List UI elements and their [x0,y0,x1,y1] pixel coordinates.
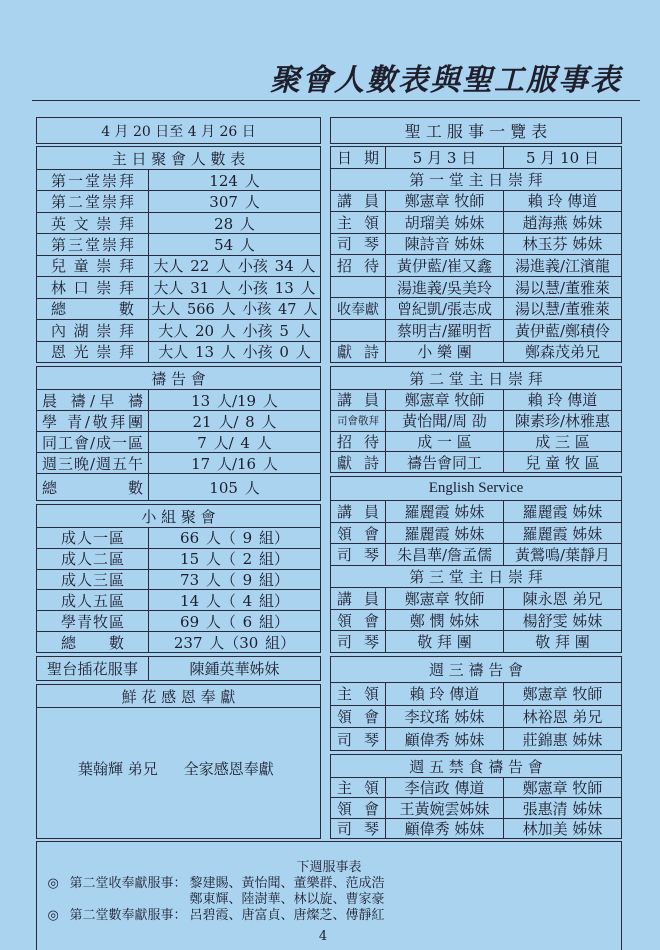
duty-date-1-person: 鄭憲章 牧師 [385,191,503,212]
duty-role: 獻 詩 [337,453,379,472]
row-value: 大人 13 人 小孩 0 人 [148,342,320,362]
row-label: 第二堂崇拜 [51,193,134,212]
row-value: 大人 566 人 小孩 47 人 [148,299,320,319]
duty-role: 司 琴 [337,819,379,838]
sunday-attendance-row [37,212,320,233]
sunday-attendance-row [37,169,320,190]
duty-date-1-person: 胡瑠美 姊妹 [385,212,503,233]
prayer-meeting-heading: 禱 告 會 [151,369,206,388]
row-value: 17 人/16 人 [148,453,320,473]
duty-date-1-person: 朱昌華/詹孟儒 [385,544,503,565]
third-service-duty-row [331,630,621,652]
duty-date-2-person: 林裕恩 弟兄 [503,706,621,728]
prayer-meeting-row [37,473,320,500]
duty-date-1-person: 鄭憲章 牧師 [385,588,503,609]
small-group-table [36,504,321,653]
duty-role: 主 領 [337,779,379,798]
duty-date-1-person: 羅麗霞 姊妹 [385,501,503,522]
row-label: 林 口 崇 拜 [51,278,134,297]
page-number: 4 [318,929,328,944]
second-service-duty-row [331,451,621,472]
row-label: 兒 童 崇 拜 [51,257,134,276]
prayer-meeting-row [37,452,320,473]
duty-roster-title-box [330,117,622,144]
duty-role: 主 領 [337,685,379,704]
attendance-date-range-box [36,117,321,144]
english-service-duty-row [331,543,621,565]
duty-date-2-person: 黃鶯鳴/葉靜月 [503,544,621,565]
english-and-third-service-duty-table [330,476,622,653]
next-week-item-names [190,876,622,908]
prayer-meeting-row [37,410,320,431]
duty-date-2-person: 林加美 姊妹 [503,819,621,838]
next-week-item-label: 第二堂數奉獻服事： [69,907,187,923]
friday-fasting-prayer-heading: 週 五 禁 食 禱 告 會 [409,757,543,776]
row-value: 105 人 [148,474,320,500]
first-service-duty-row [331,297,621,319]
duty-date-2-person: 鄭憲章 牧師 [503,778,621,797]
duty-date-2-person: 湯以慧/董雅萊 [503,277,621,298]
second-service-duty-row [331,431,621,452]
flower-offering-heading: 鮮 花 感 恩 奉 獻 [121,687,236,706]
first-service-duty-table [330,146,622,363]
altar-flowers-label: 聖台插花服事 [47,660,138,678]
row-value: 大人 31 人 小孩 13 人 [148,277,320,297]
friday-fasting-prayer-duty-table [330,754,622,839]
third-service-duty-row [331,587,621,609]
duty-role: 司 琴 [337,546,379,565]
bullet-mark: ◎ [47,907,59,923]
duty-role: 講 員 [337,589,379,608]
row-label: 週三晚/週五午 [42,454,143,473]
row-label: 第一堂崇拜 [51,171,134,190]
row-label: 成人二區 [61,550,124,569]
duty-date-2-person: 賴 玲 傳道 [503,390,621,410]
duty-date-1-person: 李玟瑤 姊妹 [385,706,503,728]
row-label: 晨 禱/早 禱 [42,391,143,410]
row-label: 成人三區 [61,571,124,590]
duty-date-2-person: 敬 拜 團 [503,631,621,652]
first-service-duty-row [331,254,621,276]
row-value: 大人 22 人 小孩 34 人 [148,256,320,276]
third-service-heading: 第 三 堂 主 日 崇 拜 [331,565,621,587]
duty-date-2-person: 黃伊藍/鄭積伶 [503,320,621,341]
sunday-attendance-row [37,233,320,254]
small-group-row [37,610,320,631]
friday-fasting-prayer-duty-row [331,797,621,817]
first-service-duty-row [331,190,621,212]
next-week-names-line: 黎建賜、黃怡聞、董樂群、范成浩 [189,875,385,891]
next-week-item [37,908,621,924]
sunday-attendance-row [37,276,320,297]
duty-date-1-person: 曾紀凱/張志成 [385,298,503,319]
duty-role: 領 會 [337,708,379,726]
attendance-date-range: 4 月 20 日至 4 月 26 日 [101,123,256,140]
duty-role: 獻 詩 [337,343,379,362]
duty-role: 司 琴 [337,633,379,652]
first-service-heading: 第 一 堂 主 日 崇 拜 [331,168,621,190]
row-value: 307 人 [148,191,320,211]
date-label: 日 期 [337,148,379,167]
duty-role: 招 待 [337,257,379,276]
duty-date-1-person: 羅麗霞 姊妹 [385,523,503,544]
sunday-attendance-row [37,341,320,362]
wednesday-prayer-duty-row [331,705,621,728]
duty-date-1-person: 湯進義/吳美玲 [385,277,503,298]
row-value: 69 人（ 6 組） [148,611,320,631]
row-label: 恩 光 崇 拜 [51,343,134,362]
small-group-heading: 小 組 聚 會 [141,507,216,526]
first-service-duty-row [331,276,621,298]
duty-date-1-person: 王黃婉雲姊妹 [385,798,503,817]
row-value: 28 人 [148,213,320,233]
sunday-attendance-row [37,298,320,319]
next-week-heading: 下週服事表 [296,859,362,875]
duty-role: 講 員 [337,192,379,211]
row-value: 15 人（ 2 組） [148,549,320,569]
row-label: 英 文 崇 拜 [51,214,134,233]
first-service-duty-row [331,341,621,363]
duty-role: 司會敬拜 [337,415,379,428]
duty-roster-title: 聖 工 服 事 一 覽 表 [404,122,548,141]
prayer-meeting-row [37,431,320,452]
row-value: 66 人（ 9 組） [148,528,320,548]
row-label: 成人五區 [61,591,124,610]
first-service-duty-row [331,319,621,341]
row-value: 13 人/19 人 [148,390,320,410]
duty-date-2-person: 鄭憲章 牧師 [503,683,621,705]
duty-role: 招 待 [337,432,379,451]
row-label: 內 湖 崇 拜 [51,321,134,340]
row-value: 7 人/ 4 人 [148,432,320,452]
duty-date-1-person: 禱告會同工 [385,452,503,472]
friday-fasting-prayer-duty-row [331,777,621,797]
row-value: 237 人（30 組） [148,632,320,652]
duty-role [331,320,385,341]
duty-role [331,277,385,298]
duty-date-2-person: 林玉芬 姊妹 [503,234,621,255]
wednesday-prayer-duty-row [331,682,621,705]
duty-date-2-person: 陳永恩 弟兄 [503,588,621,609]
row-value: 14 人（ 4 組） [148,590,320,610]
row-value: 21 人/ 8 人 [148,411,320,431]
row-label: 成人一區 [61,529,124,548]
wednesday-prayer-heading: 週 三 禱 告 會 [428,661,524,679]
title-rule [32,100,640,101]
duty-date-1-person: 鄭 憫 姊妹 [385,610,503,631]
altar-flowers-value: 陳鍾英華姊妹 [148,657,320,680]
small-group-row [37,527,320,548]
duty-date-1-person: 黃怡聞/周 劭 [385,411,503,431]
sunday-attendance-row [37,319,320,340]
third-service-duty-row [331,609,621,631]
flower-offering-body [37,707,320,838]
row-label: 第三堂崇拜 [51,236,134,255]
flower-offering-box [36,684,321,839]
sunday-attendance-row [37,255,320,276]
duty-date-1-person: 敬 拜 團 [385,631,503,652]
date-2: 5 月 10 日 [503,147,621,168]
prayer-meeting-table [36,366,321,501]
duty-date-1-person: 蔡明吉/羅明哲 [385,320,503,341]
small-group-row [37,548,320,569]
next-week-item-label: 第二堂收奉獻服事： [69,875,187,891]
next-week-item [37,876,621,908]
second-service-duty-row [331,389,621,410]
duty-date-2-person: 陳素珍/林雅惠 [503,411,621,431]
sunday-attendance-heading: 主 日 聚 會 人 數 表 [111,149,246,168]
first-service-duty-row [331,211,621,233]
wednesday-prayer-duty-table [330,656,622,751]
date-1: 5 月 3 日 [385,147,503,168]
english-service-duty-row [331,522,621,544]
wednesday-prayer-duty-row [331,727,621,750]
first-service-duty-row [331,233,621,255]
english-service-duty-row [331,500,621,522]
prayer-meeting-row [37,389,320,410]
row-value: 73 人（ 9 組） [148,570,320,590]
row-value: 大人 20 人 小孩 5 人 [148,320,320,340]
next-week-names-line: 鄭東輝、陸澍華、林以旋、曹家豪 [189,891,385,907]
duty-date-1-person: 成 一 區 [385,432,503,452]
next-week-names-line: 呂碧霞、唐富貞、唐燦芝、傅靜紅 [189,907,385,923]
sunday-attendance-row [37,190,320,211]
duty-date-2-person: 湯以慧/董雅萊 [503,298,621,319]
second-service-duty-row [331,410,621,431]
duty-date-2-person: 賴 玲 傳道 [503,191,621,212]
row-label: 學 青/敬拜團 [42,412,143,431]
duty-date-1-person: 賴 玲 傳道 [385,683,503,705]
duty-date-1-person: 顧偉秀 姊妹 [385,728,503,750]
date-row [331,147,621,168]
next-week-item-names [190,908,622,924]
altar-flowers-box [36,656,321,681]
small-group-row [37,589,320,610]
small-group-row [37,631,320,652]
duty-date-1-person: 鄭憲章 牧師 [385,390,503,410]
english-service-heading: English Service [428,480,524,496]
duty-date-1-person: 黃伊藍/崔又鑫 [385,255,503,276]
duty-role: 領 會 [337,799,379,818]
bullet-mark: ◎ [47,875,59,891]
sunday-attendance-table [36,146,321,363]
duty-date-2-person: 羅麗霞 姊妹 [503,523,621,544]
row-value: 54 人 [148,234,320,254]
duty-date-2-person: 張惠清 姊妹 [503,798,621,817]
duty-date-2-person: 鄭森茂弟兄 [503,342,621,363]
duty-role: 收奉獻 [337,301,379,318]
duty-date-1-person: 小 樂 團 [385,342,503,363]
duty-role: 司 琴 [337,730,379,749]
altar-flowers-row [37,657,320,680]
duty-date-2-person: 莊錦惠 姊妹 [503,728,621,750]
row-label: 總 數 [61,633,124,652]
duty-role: 講 員 [337,502,379,521]
duty-date-2-person: 成 三 區 [503,432,621,452]
duty-role: 領 會 [337,611,379,630]
row-label: 同工會/成一區 [42,433,143,452]
row-value: 124 人 [148,170,320,190]
flower-offering-note: 全家感恩奉獻 [183,759,274,778]
small-group-row [37,569,320,590]
flower-offering-donor: 葉翰輝 弟兄 [78,759,158,778]
duty-date-1-person: 陳詩音 姊妹 [385,234,503,255]
friday-fasting-prayer-duty-row [331,818,621,838]
second-service-duty-table [330,366,622,473]
row-label: 學青牧區 [61,612,124,631]
duty-date-1-person: 李信政 傳道 [385,778,503,797]
duty-role: 主 領 [337,213,379,232]
page-title: 聚會人數表與聖工服事表 [270,63,622,98]
second-service-heading: 第 二 堂 主 日 崇 拜 [409,369,543,388]
duty-date-1-person: 顧偉秀 姊妹 [385,819,503,838]
duty-role: 司 琴 [337,235,379,254]
row-label: 總 數 [42,478,143,497]
duty-date-2-person: 楊舒雯 姊妹 [503,610,621,631]
duty-date-2-person: 趙海燕 姊妹 [503,212,621,233]
row-label: 總 數 [51,300,134,319]
duty-role: 講 員 [337,391,379,410]
duty-date-2-person: 羅麗霞 姊妹 [503,501,621,522]
duty-date-2-person: 兒 童 牧 區 [503,452,621,472]
duty-date-2-person: 湯進義/江濱龍 [503,255,621,276]
duty-role: 領 會 [337,524,379,543]
